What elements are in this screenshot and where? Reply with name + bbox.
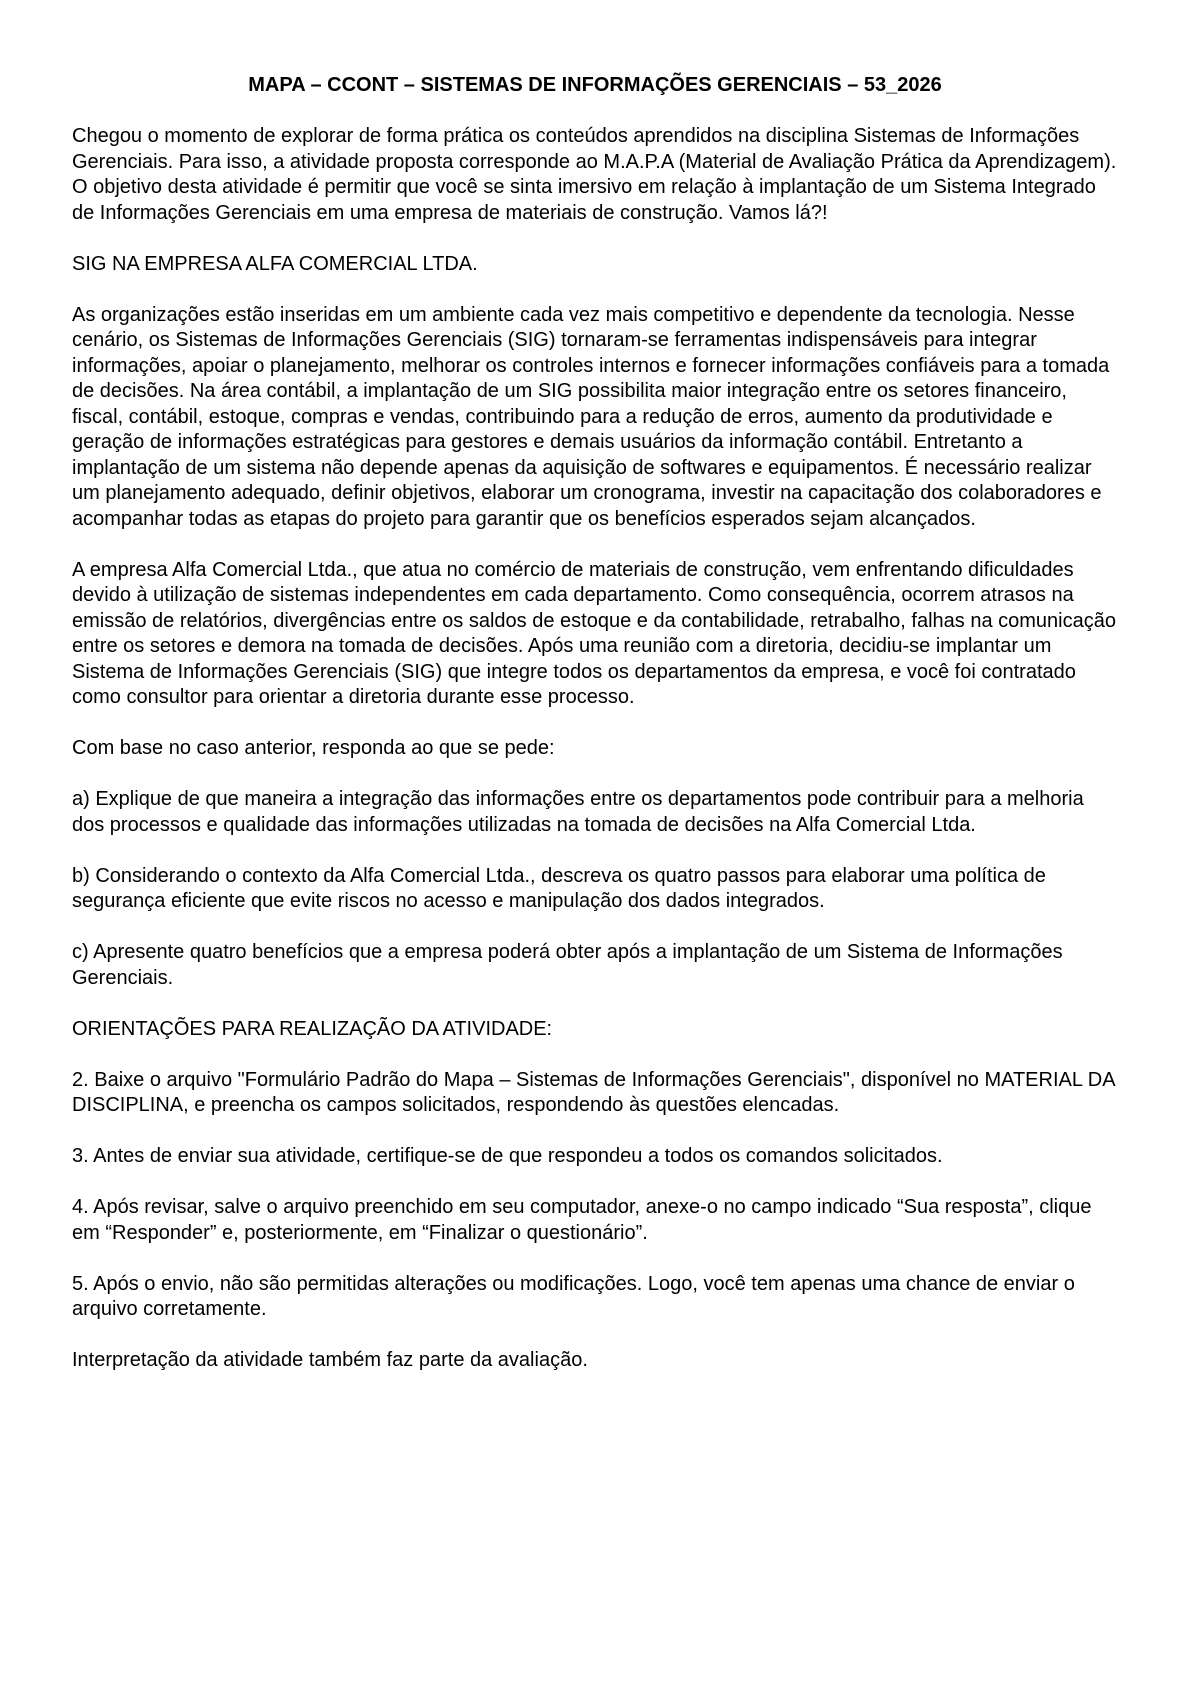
intro-paragraph: Chegou o momento de explorar de forma prática os conteúdos aprendidos na disciplina Sistemas de Informações Gerenciais. Para isso, a atividade proposta corresponde ao M.A.P.A (Material de Avaliação Prática da Aprendizagem). O objetivo desta atividade é permitir que você se sinta imersivo em relação à implantação de um Sistema Integrado de Informações Gerenciais em uma empresa de materiais de construção. Vamos lá?! — [72, 125, 1117, 224]
prompt-paragraph: Com base no caso anterior, responda ao que se pede: — [72, 737, 555, 759]
question-a: a) Explique de que maneira a integração das informações entre os departamentos pode contribuir para a melhoria dos processos e qualidade das informações utilizadas na tomada de decisões na Alfa Comercial Ltda. — [72, 788, 1084, 836]
question-b: b) Considerando o contexto da Alfa Comercial Ltda., descreva os quatro passos para elaborar uma política de segurança eficiente que evite riscos no acesso e manipulação dos dados integrados. — [72, 864, 1046, 912]
question-c: c) Apresente quatro benefícios que a empresa poderá obter após a implantação de um Sistema de Informações Gerenciais. — [72, 941, 1063, 989]
guideline-item: 3. Antes de enviar sua atividade, certifique-se de que respondeu a todos os comandos solicitados. — [72, 1145, 943, 1167]
guideline-item: 5. Após o envio, não são permitidas alterações ou modificações. Logo, você tem apenas uma chance de enviar o arquivo corretamente. — [72, 1272, 1075, 1320]
document-title: MAPA – CCONT – SISTEMAS DE INFORMAÇÕES GERENCIAIS – 53_2026 — [248, 74, 942, 96]
closing-note: Interpretação da atividade também faz parte da avaliação. — [72, 1349, 588, 1371]
guideline-item: 4. Após revisar, salve o arquivo preenchido em seu computador, anexe-o no campo indicado “Sua resposta”, clique em “Responder” e, posteriormente, em “Finalizar o questionário”. — [72, 1196, 1092, 1244]
guideline-item: 2. Baixe o arquivo "Formulário Padrão do Mapa – Sistemas de Informações Gerenciais", disponível no MATERIAL DA DISCIPLINA, e preencha os campos solicitados, respondendo às questões elencadas. — [72, 1068, 1115, 1116]
company-paragraph: A empresa Alfa Comercial Ltda., que atua no comércio de materiais de construção, vem enfrentando dificuldades devido à utilização de sistemas independentes em cada departamento. Como consequência, ocorrem atrasos na emissão de relatórios, divergências entre os saldos de estoque e da contabilidade, retrabalho, falhas na comunicação entre os setores e demora na tomada de decisões. Após uma reunião com a diretoria, decidiu-se implantar um Sistema de Informações Gerenciais (SIG) que integre todos os departamentos da empresa, e você foi contratado como consultor para orientar a diretoria durante esse processo. — [72, 558, 1116, 708]
guidelines-heading: ORIENTAÇÕES PARA REALIZAÇÃO DA ATIVIDADE: — [72, 1017, 553, 1040]
context-paragraph: As organizações estão inseridas em um ambiente cada vez mais competitivo e dependente da tecnologia. Nesse cenário, os Sistemas de Informações Gerenciais (SIG) tornaram-se ferramentas indispensáveis para integrar informações, apoiar o planejamento, melhorar os controles internos e fornecer informações confiáveis para a tomada de decisões. Na área contábil, a implantação de um SIG possibilita maior integração entre os setores financeiro, fiscal, contábil, estoque, compras e vendas, contribuindo para a redução de erros, aumento da produtividade e geração de informações estratégicas para gestores e demais usuários da informação contábil. Entretanto a implantação de um sistema não depende apenas da aquisição de softwares e equipamentos. É necessário realizar um planejamento adequado, definir objetivos, elaborar um cronograma, investir na capacitação dos colaboradores e acompanhar todas as etapas do projeto para garantir que os benefícios esperados sejam alcançados. — [72, 303, 1110, 530]
case-heading: SIG NA EMPRESA ALFA COMERCIAL LTDA. — [72, 252, 478, 275]
